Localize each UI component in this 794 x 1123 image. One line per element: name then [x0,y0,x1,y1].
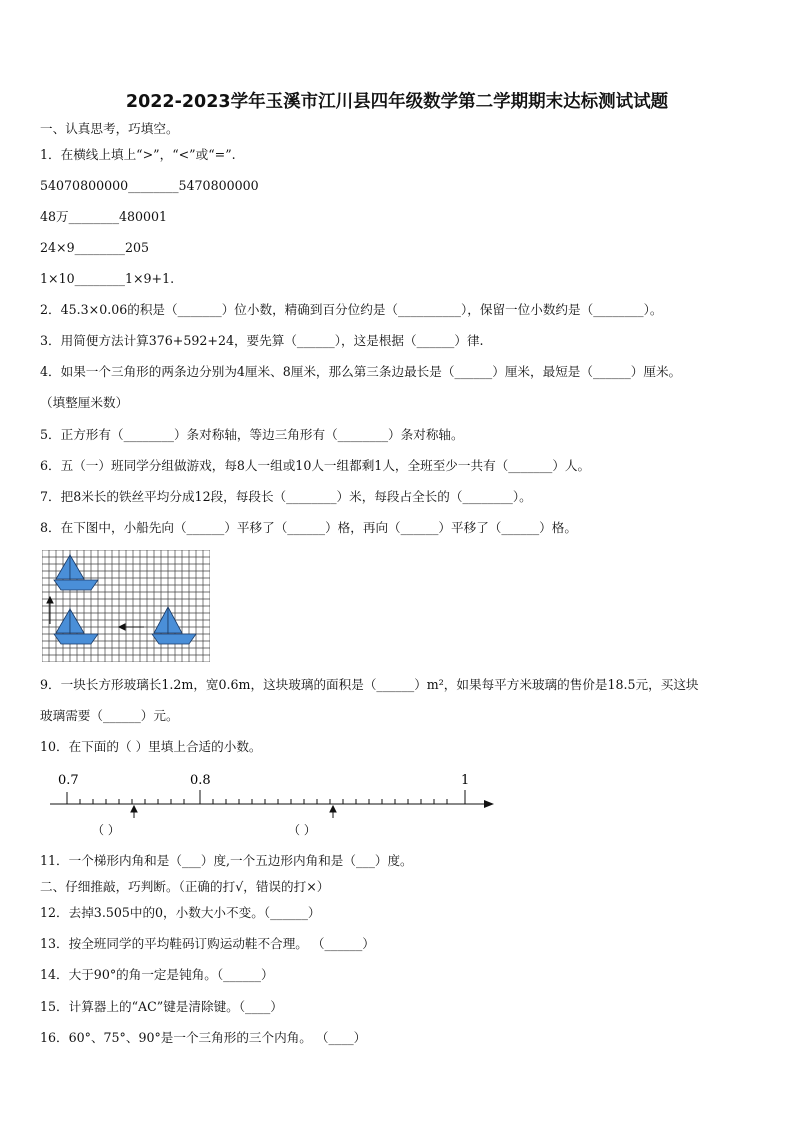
question-16: 16．60°、75°、90°是一个三角形的三个内角。 （____） [40,1030,367,1045]
question-7: 7．把8米长的铁丝平均分成12段，每段长（________）米，每段占全长的（________）。 [40,489,532,504]
boat-bottom-left [54,609,98,644]
question-3: 3．用简便方法计算376+592+24，要先算（______），这是根据（______）律. [40,333,484,348]
section-heading-2: 二、仔细推敲，巧判断。（正确的打√，错误的打×） [40,879,330,894]
boat-bottom-right [152,607,196,644]
boat-top [54,555,98,590]
number-line-label-0-7: 0.7 [58,773,79,788]
question-1: 1．在横线上填上“>”，“<”或“=”. [40,147,236,162]
question-2: 2．45.3×0.06的积是（_______）位小数，精确到百分位约是（__________），保留一位小数约是（________）。 [40,302,663,317]
question-12: 12．去掉3.505中的0，小数大小不变。（______） [40,905,321,920]
question-5: 5．正方形有（________）条对称轴，等边三角形有（________）条对称轴。 [40,427,464,442]
number-line-blank-2: （ ） [288,823,316,837]
section-heading-1: 一、认真思考，巧填空。 [40,121,179,136]
question-6: 6．五（一）班同学分组做游戏，每8人一组或10人一组都剩1人，全班至少一共有（_______）人。 [40,458,591,473]
question-15: 15．计算器上的“AC”键是清除键。（____） [40,999,283,1014]
page-title: 2022-2023学年玉溪市江川县四年级数学第二学期期末达标测试试题 [125,92,669,112]
question-9-cont: 玻璃需要（______）元。 [40,708,179,723]
question-13: 13．按全班同学的平均鞋码订购运动鞋不合理。 （______） [40,936,375,951]
question-1-item-c: 24×9________205 [40,240,150,255]
question-8: 8．在下图中，小船先向（______）平移了（______）格，再向（______）平移了（______）格。 [40,520,577,535]
number-line-axis [50,790,484,804]
question-9: 9．一块长方形玻璃长1.2m，宽0.6m，这块玻璃的面积是（______）m²，如果每平方米玻璃的售价是18.5元，买这块 [40,677,699,692]
number-line-arrowhead [484,800,494,808]
question-14: 14．大于90°的角一定是钝角。（______） [40,967,274,982]
question-10: 10．在下面的（ ）里填上合适的小数。 [40,739,262,754]
number-line-figure [44,768,504,840]
number-line-blank-1: （ ） [92,823,120,837]
question-1-item-b: 48万________480001 [40,209,168,224]
question-1-item-a: 54070800000________5470800000 [40,178,259,193]
question-4-note: （填整厘米数） [40,395,129,410]
number-line-label-1: 1 [461,773,470,788]
question-4: 4．如果一个三角形的两条边分别为4厘米、8厘米，那么第三条边最长是（______）厘米，最短是（______）厘米。 [40,364,682,379]
question-1-item-d: 1×10________1×9+1. [40,271,175,286]
number-line-marker-2 [330,806,336,818]
boat-grid-figure [42,550,210,662]
question-11: 11．一个梯形内角和是（___）度,一个五边形内角和是（___）度。 [40,853,413,868]
number-line-marker-1 [131,806,137,818]
number-line-label-0-8: 0.8 [190,773,211,788]
